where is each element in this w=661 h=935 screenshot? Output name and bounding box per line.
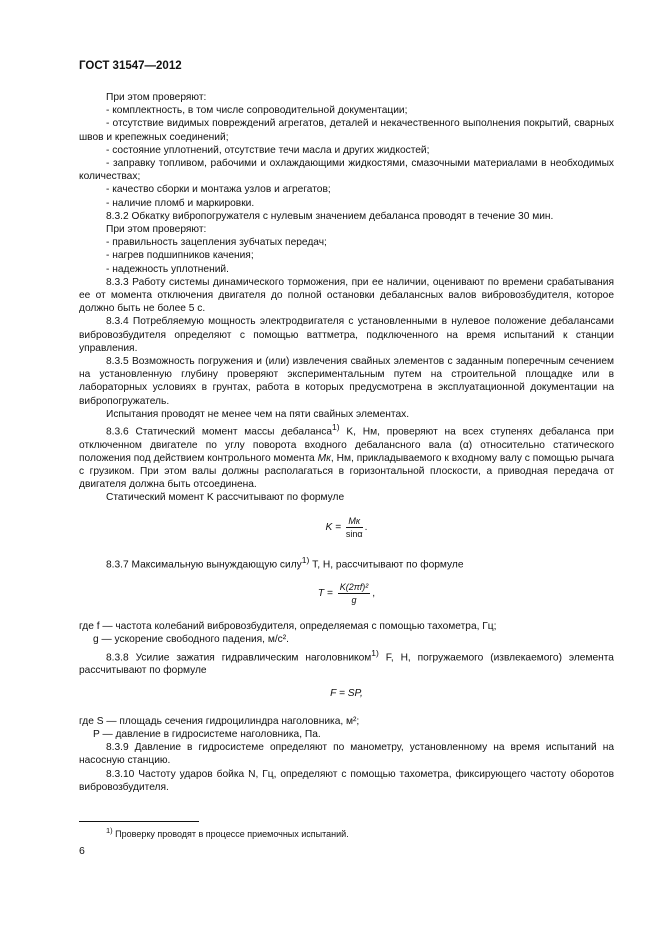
paragraph: 8.3.9 Давление в гидросистеме определяют по манометру, установленному на время испытаний на насосную станцию. (79, 742, 614, 767)
paragraph: Испытания проводят не менее чем на пяти свайных элементах. (106, 408, 410, 420)
formula-end: , (372, 588, 376, 600)
numerator: K(2πf)² (339, 582, 369, 593)
fraction (338, 581, 371, 606)
footnote-divider (79, 821, 199, 822)
list-item: - состояние уплотнений, отсутствие течи масла и других жидкостей; (106, 144, 430, 156)
footnote-ref: 1) (332, 422, 340, 433)
formula-end: . (364, 521, 368, 533)
definition: где S — площадь сечения гидроцилиндра наголовника, м²; (79, 715, 360, 727)
list-item: - наличие пломб и маркировки. (106, 197, 255, 209)
list-item: - комплектность, в том числе сопроводительной документации; (106, 105, 408, 117)
list-item: - правильность зацепления зубчатых передач; (106, 237, 327, 249)
text: K, Нм, проверяют на всех ступенях дебаланса при отключенном двигателе по углу поворота входного дебалансного вала (α) относительно статического положения под действием контрольного момента (79, 426, 614, 464)
paragraph-8-3-6 (79, 421, 614, 491)
list-item: - нагрев подшипников качения; (106, 250, 254, 262)
formula-f (79, 687, 614, 700)
paragraph: 8.3.4 Потребляемую мощность электродвигателя с установленными в нулевое положение дебалансами вибровозбудителя определяют с помощью ваттметра, подключенного на время испытаний к станции управления. (79, 316, 614, 354)
list-item: - качество сборки и монтажа узлов и агрегатов; (106, 184, 331, 196)
definition: где f — частота колебаний вибровозбудителя, определяемая с помощью тахометра, Гц; (79, 621, 497, 633)
text: 8.3.8 Усилие зажатия гидравлическим наголовником (106, 652, 372, 664)
paragraph: Статический момент K рассчитывают по формуле (106, 492, 345, 504)
formula-lhs: K = (325, 521, 342, 533)
document-body (79, 91, 614, 794)
text: T, Н, рассчитывают по формуле (309, 559, 464, 571)
page-number: 6 (79, 845, 85, 857)
footnote-ref: 1) (301, 554, 310, 565)
fraction (346, 515, 363, 540)
definition: P — давление в гидросистеме наголовника, Па. (93, 728, 321, 740)
paragraph: 8.3.10 Частоту ударов бойка N, Гц, определяют с помощью тахометра, фиксирующего частоту оборотов вибровозбудителя. (79, 768, 614, 793)
footnote-ref: 1) (371, 647, 379, 658)
paragraph: 8.3.2 Обкатку вибропогружателя с нулевым значением дебаланса проводят в течение 30 мин. (106, 210, 554, 222)
paragraph: 8.3.5 Возможность погружения и (или) извлечения свайных элементов с заданным поперечным сечением на установленную глубину проверяют экспериментальным путем на строительной площадке или в лабораторных условиях в грунтах, работа в которых предусмотрена в эксплуатационной документации на вибропогружатель. (79, 356, 614, 407)
paragraph: 8.3.3 Работу системы динамического торможения, при ее наличии, оценивают по времени срабатывания ее от момента отключения двигателя до полной остановки дебалансных валов вибровозбудителя, которое должно быть не более 5 с. (79, 276, 614, 315)
paragraph: При этом проверяют: (106, 92, 207, 103)
text: 8.3.6 Статический момент массы дебаланса (106, 426, 333, 438)
formula-k (79, 515, 614, 540)
definition: g — ускорение свободного падения, м/с². (93, 634, 289, 646)
paragraph: При этом проверяют: (106, 224, 207, 236)
symbol: Mк (317, 452, 331, 464)
formula-t (79, 581, 614, 606)
text: 8.3.7 Максимальную вынуждающую силу (106, 559, 302, 571)
list-item: - заправку топливом, рабочими и охлаждающими жидкостями, смазочными материалами в необходимых количествах; (79, 158, 614, 183)
footnote-text: Проверку проводят в процессе приемочных испытаний. (112, 829, 349, 839)
paragraph-8-3-7 (79, 554, 614, 572)
denominator: sinα (345, 528, 363, 539)
standard-header: ГОСТ 31547—2012 (79, 60, 182, 72)
text: F, Н, погружаемого (извлекаемого) элемента рассчитывают по формуле (79, 652, 614, 677)
denominator: g (351, 595, 357, 606)
numerator: Mк (346, 515, 363, 528)
formula-lhs: T = (317, 588, 333, 600)
list-item: - отсутствие видимых повреждений агрегатов, деталей и некачественного выполнения покрытий, сварных швов и крепежных соединений; (79, 118, 614, 143)
text: , Нм, прикладываемого к входному валу с помощью рычага с грузиком. При этом валы должны располагаться в горизонтальной плоскости, а приводная передача от двигателя должна быть отсоединена. (79, 452, 614, 491)
footnote-mark: 1) (106, 826, 113, 835)
footnote (79, 826, 614, 839)
formula-text: F = SP, (330, 688, 363, 700)
paragraph-8-3-8 (79, 647, 614, 678)
list-item: - надежность уплотнений. (106, 263, 229, 275)
